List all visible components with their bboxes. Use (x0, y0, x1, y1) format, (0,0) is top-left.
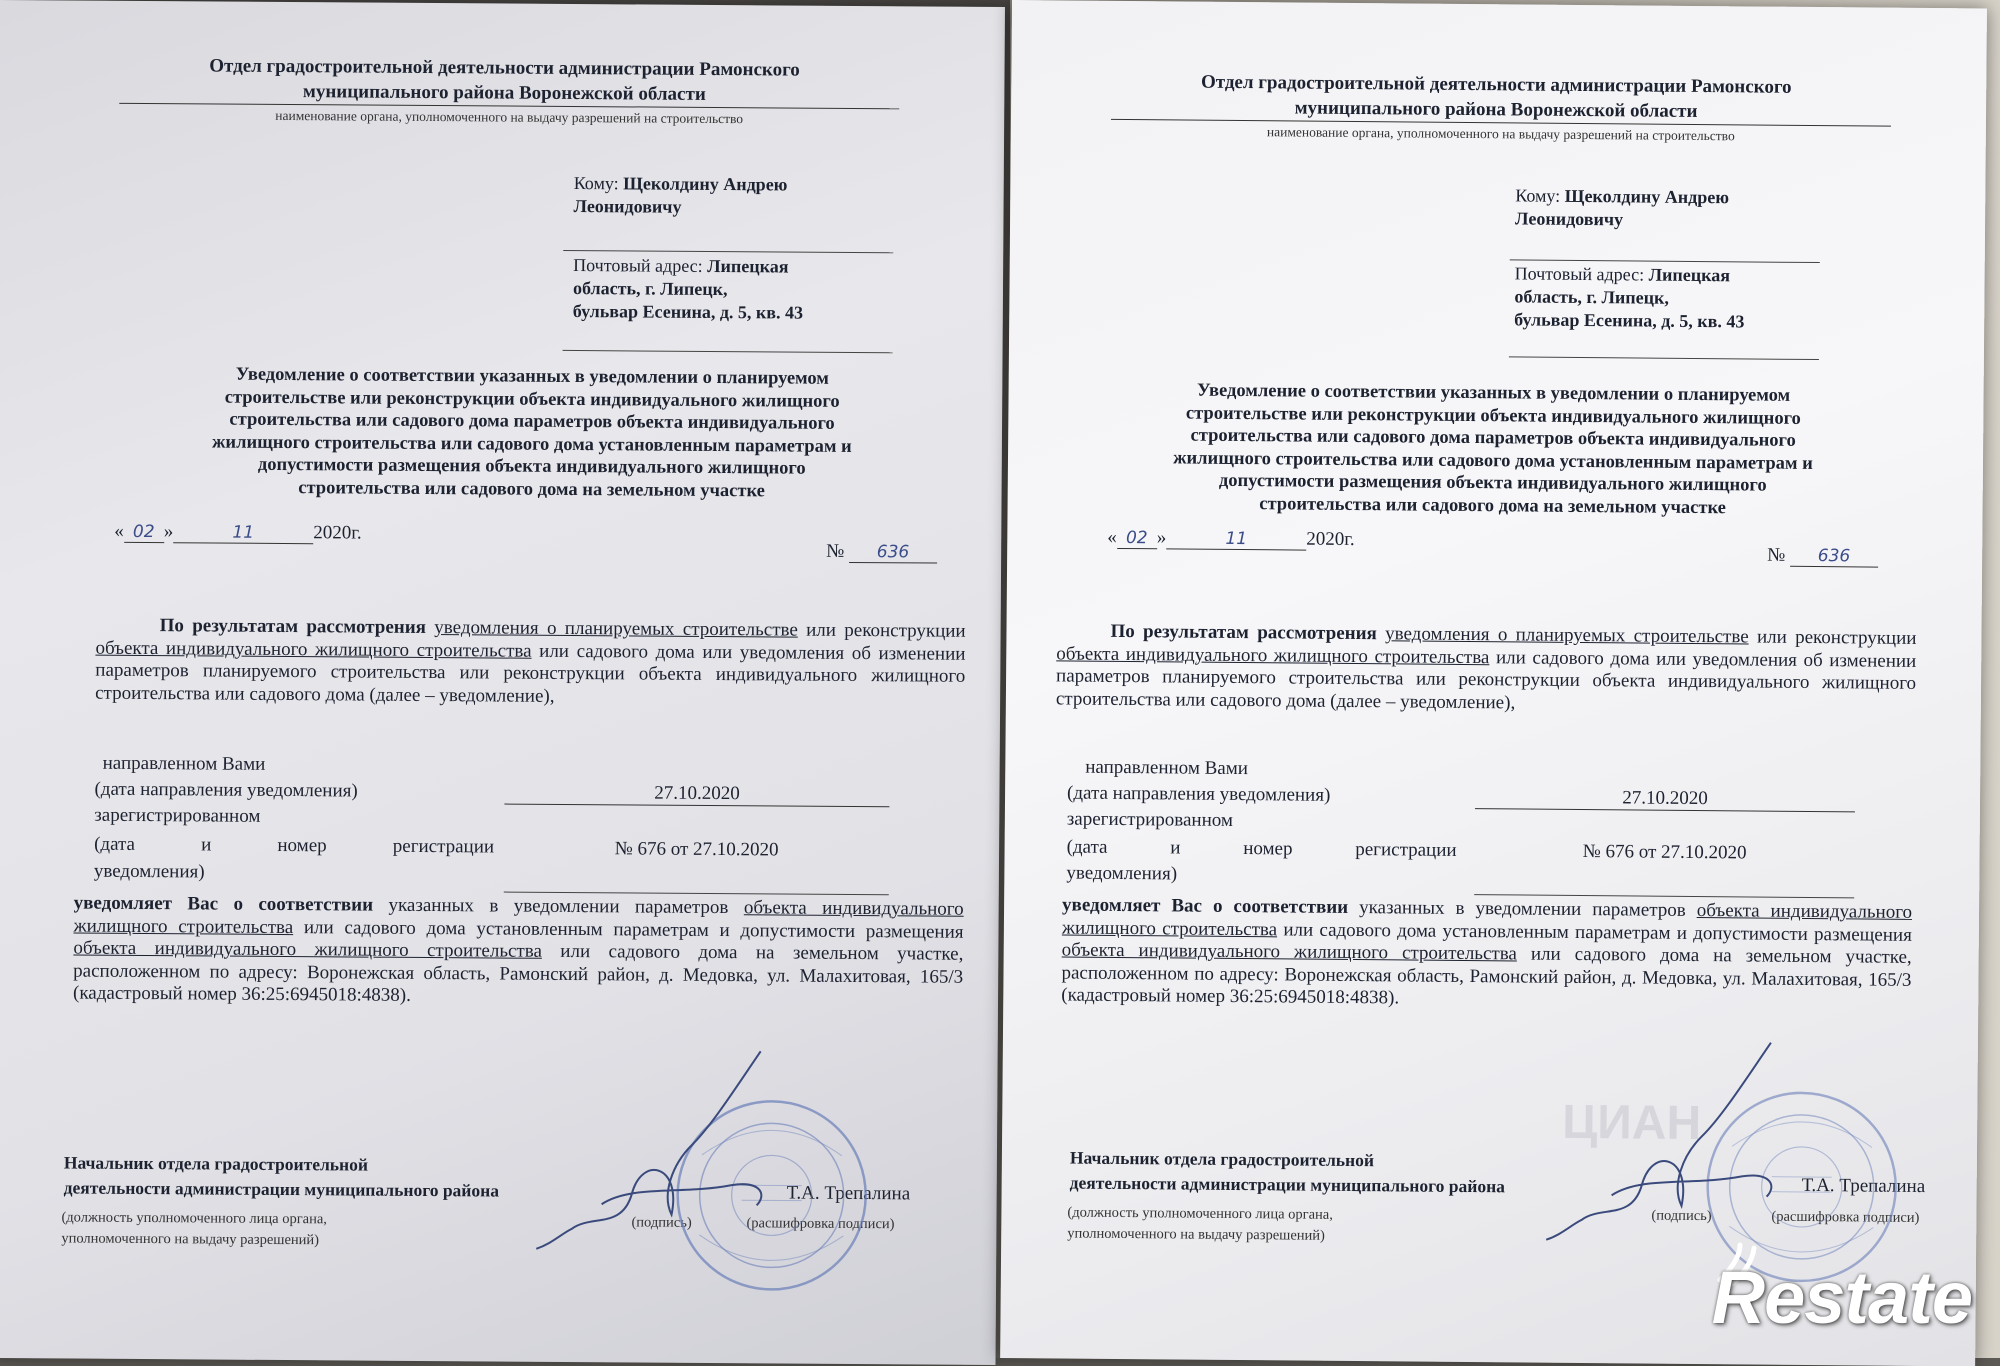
address-rule (1509, 356, 1819, 360)
address-rule (563, 350, 893, 353)
para2-text-1: указанных в уведомлении параметров (388, 895, 728, 918)
to-label: Кому: (574, 173, 619, 193)
title-line: строительстве или реконструкции объекта индивидуального жилищного (1088, 401, 1898, 431)
para2-underlined-2: объекта индивидуального жилищного строительства (1062, 939, 1517, 964)
signature-caption: (подпись) (631, 1212, 691, 1233)
reg-caption-line2: уведомления) (1066, 863, 1177, 886)
paragraph-review (95, 615, 966, 711)
org-name-line1: Отдел градостроительной деятельности администрации Рамонского (119, 53, 889, 83)
notice-date (1107, 527, 1355, 551)
signer-caption-line2: уполномоченного на выдачу разрешений) (1067, 1224, 1333, 1247)
para1-text-2: или реконструкции (1757, 627, 1917, 649)
title-line: Уведомление о соответствии указанных в уведомлении о планируемом (1089, 379, 1899, 409)
title-line: строительства или садового дома на земельном участке (1088, 491, 1898, 521)
title-line: строительства или садового дома параметров объекта индивидуального (1088, 424, 1898, 454)
to-name-line2: Леонидовичу (1515, 208, 1623, 229)
signer-line2: деятельности администрации муниципального района (1070, 1171, 1506, 1200)
sent-date-value: 27.10.2020 (1475, 786, 1855, 812)
notice-title (117, 363, 948, 504)
para1-text-3: или садового дома или уведомления об изменении параметров планируемого строительства или реконструкции объекта индивидуального жилищного строительства или садового дома (далее – уведомление), (95, 640, 965, 706)
signer-line2: деятельности администрации муниципального района (64, 1175, 499, 1203)
para1-lead: По результатам рассмотрения (160, 615, 427, 638)
para2-underlined-2: объекта индивидуального жилищного строительства (73, 938, 542, 962)
to-name-line1: Щеколдину Андрею (623, 173, 787, 194)
address-block (573, 254, 903, 325)
address-line1: Липецкая (707, 256, 788, 277)
para2-text-2: или садового дома установленным параметрам и допустимости размещения (1283, 919, 1912, 945)
date-open-quote: « (1107, 527, 1117, 548)
para2-underlined-1: объекта индивидуального жилищного строительства (1062, 900, 1912, 940)
signer-caption-line1: (должность уполномоченного лица органа, (1067, 1203, 1333, 1226)
to-name-line2: Леонидовичу (574, 196, 682, 217)
address-label: Почтовый адрес: (573, 255, 703, 276)
org-name (1111, 69, 1881, 126)
restate-brand-text: Restate (1712, 1255, 1972, 1340)
org-name-line2: муниципального района Воронежской области (1111, 94, 1881, 126)
signer-title (1070, 1146, 1506, 1200)
to-label: Кому: (1515, 185, 1560, 205)
recipient-rule (563, 250, 893, 253)
org-caption: наименование органа, уполномоченного на выдачу разрешений на строительство (1121, 123, 1881, 146)
number-value: 636 (1790, 546, 1878, 568)
reg-label: зарегистрированном (1067, 809, 1233, 832)
date-day: 02 (1117, 528, 1157, 549)
notice-number (826, 541, 937, 564)
signer-line1: Начальник отдела градостроительной (1070, 1146, 1506, 1175)
reg-rule (504, 892, 889, 896)
signature-caption: (подпись) (1651, 1206, 1711, 1228)
para1-underlined-2: объекта индивидуального жилищного строительства (95, 637, 531, 661)
recipient-block (1515, 184, 1845, 233)
org-caption: наименование органа, уполномоченного на выдачу разрешений на строительство (139, 107, 879, 128)
para2-lead: уведомляет Вас о соответствии (1062, 894, 1348, 917)
address-line2: область, г. Липецк, (1514, 286, 1669, 307)
notice-number (1767, 545, 1878, 568)
number-value: 636 (849, 542, 937, 564)
reg-label: зарегистрированном (94, 805, 260, 828)
signer-title (64, 1150, 500, 1203)
org-name-line2: муниципального района Воронежской области (119, 78, 889, 108)
title-line: Уведомление о соответствии указанных в уведомлении о планируемом (117, 363, 947, 391)
reg-value: № 676 от 27.10.2020 (504, 838, 889, 863)
sent-caption: (дата направления уведомления) (1067, 783, 1330, 807)
date-day: 02 (124, 522, 164, 543)
reg-caption-line1: (дата и номер регистрации (1067, 837, 1457, 862)
signer-name: Т.А. Трепалина (1802, 1175, 1926, 1198)
decoding-caption: (расшифровка подписи) (1771, 1207, 1919, 1229)
date-open-quote: « (114, 521, 124, 542)
sent-caption: (дата направления уведомления) (94, 779, 357, 803)
date-year: 2020г. (313, 522, 362, 543)
date-close-quote: » (1157, 527, 1167, 548)
notice-date (114, 521, 362, 545)
document-sheet-right (1000, 0, 1987, 1366)
sent-label: направленном Вами (103, 753, 266, 776)
para2-text-1: указанных в уведомлении параметров (1359, 897, 1686, 921)
org-name-line1: Отдел градостроительной деятельности администрации Рамонского (1111, 69, 1881, 101)
reg-value: № 676 от 27.10.2020 (1474, 840, 1854, 865)
signer-name: Т.А. Трепалина (787, 1183, 911, 1206)
signer-line1: Начальник отдела градостроительной (64, 1150, 499, 1178)
para2-text-3: или садового дома на земельном участке, расположенном по адресу: Воронежская область, Рамонский район, д. Медовка, ул. Малахитовая, 165/3 (кадастровый номер 36:25:6945018:4838). (73, 941, 963, 1006)
para2-text-2: или садового дома установленным параметрам и допустимости размещения (304, 917, 964, 943)
notice-title (1088, 379, 1899, 521)
title-line: жилищного строительства или садового дома установленным параметрам и (117, 430, 947, 458)
sent-label: направленном Вами (1085, 757, 1248, 780)
org-name (119, 53, 889, 108)
address-line2: область, г. Липецк, (573, 278, 728, 299)
paragraph-notification (1061, 894, 1912, 1014)
para1-underlined-1: уведомления о планируемых строительстве (434, 617, 798, 641)
address-line3: бульвар Есенина, д. 5, кв. 43 (1514, 309, 1744, 331)
date-close-quote: » (164, 521, 174, 542)
restate-watermark (1670, 1240, 1990, 1350)
signer-caption (1067, 1203, 1333, 1247)
para2-text-3: или садового дома на земельном участке, расположенном по адресу: Воронежская область, Рамонский район, д. Медовка, ул. Малахитовая, 165/3 (кадастровый номер 36:25:6945018:4838). (1061, 944, 1912, 1009)
date-year: 2020г. (1306, 529, 1355, 550)
signer-caption (61, 1207, 327, 1251)
para1-underlined-2: объекта индивидуального жилищного строительства (1056, 643, 1489, 668)
date-month: 11 (173, 522, 313, 544)
title-line: жилищного строительства или садового дома установленным параметрам и (1088, 446, 1898, 476)
para2-lead: уведомляет Вас о соответствии (74, 893, 374, 916)
number-sign: № (1767, 545, 1785, 566)
to-name-line1: Щеколдину Андрею (1565, 186, 1730, 207)
recipient-block (573, 172, 903, 220)
number-sign: № (826, 541, 844, 562)
cian-watermark: ЦИАН (1562, 1095, 1701, 1151)
paragraph-notification (73, 893, 964, 1012)
address-line3: бульвар Есенина, д. 5, кв. 43 (573, 301, 803, 323)
reg-caption-line1: (дата и номер регистрации (94, 834, 494, 859)
paragraph-review (1056, 620, 1917, 718)
para2-underlined-1: объекта индивидуального жилищного строительства (73, 897, 963, 937)
sent-date-value: 27.10.2020 (504, 782, 889, 808)
date-month: 11 (1166, 528, 1306, 550)
para1-underlined-1: уведомления о планируемых строительстве (1385, 623, 1749, 647)
address-line1: Липецкая (1649, 265, 1731, 286)
decoding-caption: (расшифровка подписи) (746, 1213, 894, 1235)
address-block (1514, 262, 1845, 334)
title-line: строительства или садового дома параметров объекта индивидуального (117, 408, 947, 436)
title-line: допустимости размещения объекта индивидуального жилищного (117, 453, 947, 481)
address-label: Почтовый адрес: (1515, 263, 1645, 284)
para1-text-3: или садового дома или уведомления об изменении параметров планируемого строительства или реконструкции объекта индивидуального жилищного строительства или садового дома (далее – уведомление), (1056, 647, 1917, 713)
reg-caption-line2: уведомления) (94, 861, 205, 884)
signer-caption-line1: (должность уполномоченного лица органа, (61, 1207, 327, 1230)
title-line: допустимости размещения объекта индивидуального жилищного (1088, 469, 1898, 499)
title-line: строительстве или реконструкции объекта индивидуального жилищного (117, 385, 947, 413)
signer-caption-line2: уполномоченного на выдачу разрешений) (61, 1228, 327, 1251)
handwritten-signature-icon (531, 1044, 773, 1266)
para1-text-2: или реконструкции (806, 620, 966, 642)
title-line: строительства или садового дома на земельном участке (117, 475, 947, 503)
para1-lead: По результатам рассмотрения (1110, 621, 1377, 644)
